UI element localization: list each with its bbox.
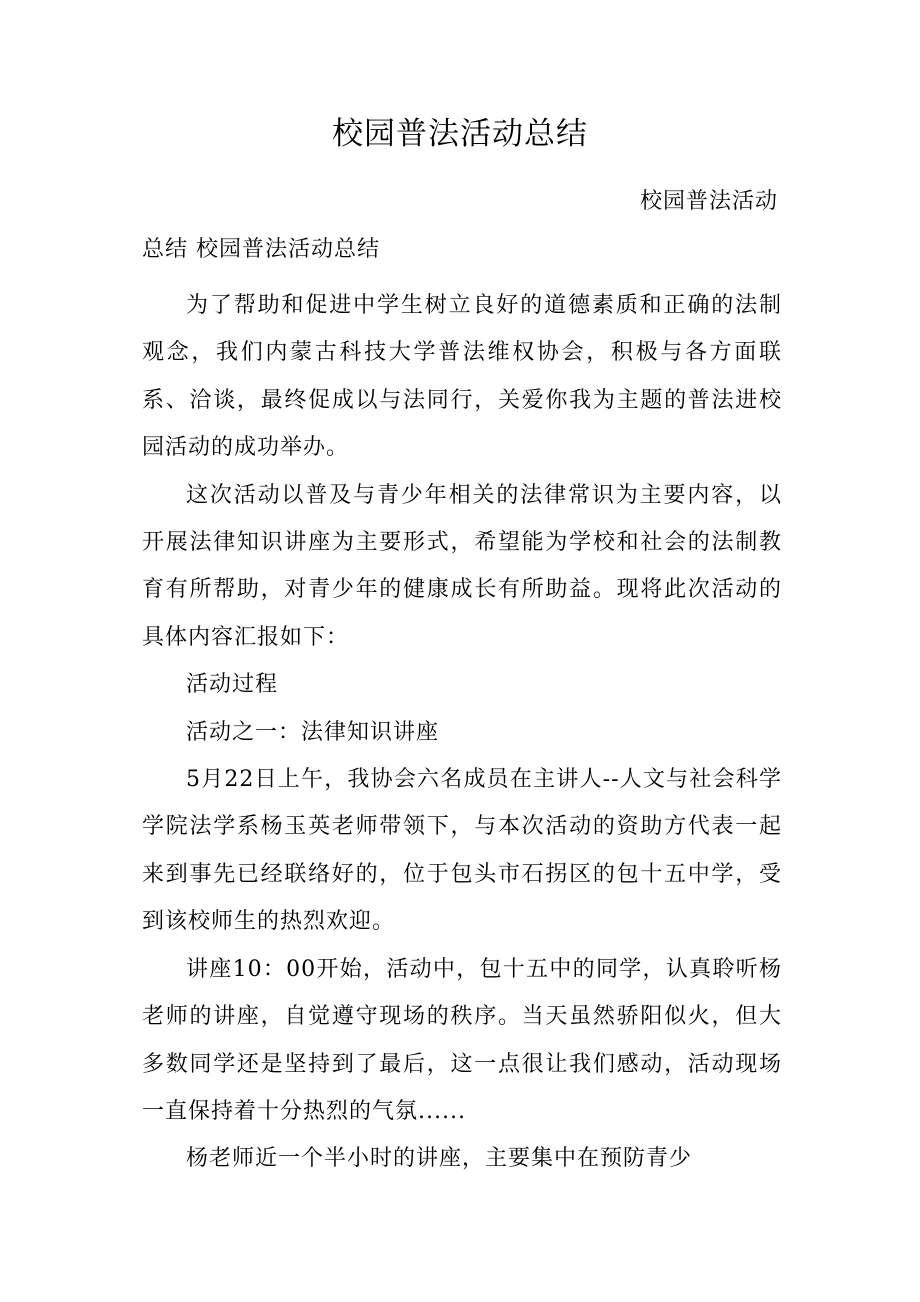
paragraph-may22: 5月22日上午，我协会六名成员在主讲人--人文与社会科学学院法学系杨玉英老师带领下，与本次活动的资助方代表一起来到事先已经联络好的，位于包头市石拐区的包十五中学，受到该校师生的热烈欢迎。 xyxy=(142,767,782,935)
title-fragment-right: 校园普法活动 xyxy=(639,189,778,214)
paragraph-lecture-start: 讲座10：00开始，活动中，包十五中的同学，认真聆听杨老师的讲座，自觉遵守现场的秩序。当天虽然骄阳似火，但大多数同学还是坚持到了最后，这一点很让我们感动，活动现场一直保持着十分热烈的气氛...... xyxy=(142,956,782,1124)
document-body xyxy=(142,282,782,1183)
document-subtitle: 总结 校园普法活动总结 xyxy=(142,237,380,262)
section-heading-lecture: 活动之一：法律知识讲座 xyxy=(186,719,440,745)
section-heading-process: 活动过程 xyxy=(186,672,279,698)
paragraph-intro: 为了帮助和促进中学生树立良好的道德素质和正确的法制观念，我们内蒙古科技大学普法维权协会，积极与各方面联系、洽谈，最终促成以与法同行，关爱你我为主题的普法进校园活动的成功举办。 xyxy=(142,293,782,461)
paragraph-purpose: 这次活动以普及与青少年相关的法律常识为主要内容，以开展法律知识讲座为主要形式，希望能为学校和社会的法制教育有所帮助，对青少年的健康成长有所助益。现将此次活动的具体内容汇报如下： xyxy=(142,482,782,650)
paragraph-lecture-content: 杨老师近一个半小时的讲座，主要集中在预防青少 xyxy=(186,1146,693,1172)
document-title: 校园普法活动总结 xyxy=(332,116,588,152)
